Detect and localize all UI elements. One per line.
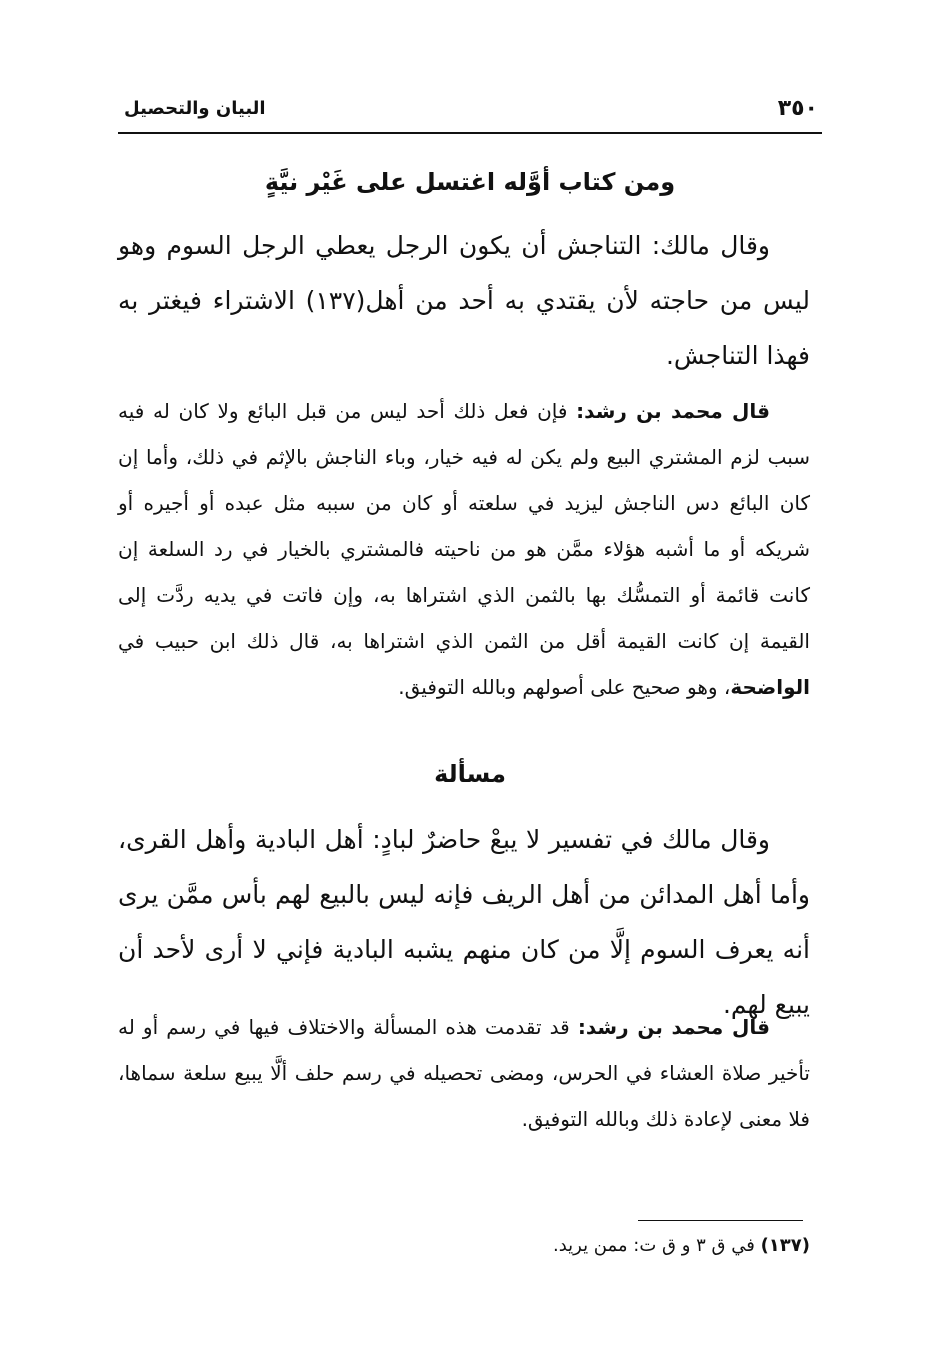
chapter-heading: ومن كتاب أوَّله اغتسل على غَيْر نيَّةٍ [264, 168, 676, 196]
footnote-number: (١٣٧) [760, 1235, 810, 1256]
page-header [118, 92, 822, 134]
book-title: الواضحة [730, 675, 810, 699]
commentary-lead: قال محمد بن رشد: [577, 1015, 770, 1039]
page-number: ٣٥٠ [777, 96, 818, 121]
commentary-lead: قال محمد بن رشد: [576, 399, 771, 423]
malik-statement-paragraph [118, 812, 810, 1032]
footnote-divider [638, 1220, 803, 1221]
footnote [553, 1235, 810, 1256]
footnote-text: في ق ٣ و ق ت: ممن يريد. [552, 1235, 755, 1256]
commentary-paragraph [118, 1004, 810, 1142]
paragraph-text: وقال مالك: التناجش أن يكون الرجل يعطي الرجل السوم وهو ليس من حاجته لأن يقتدي به أحد من أهل(١٣٧) الاشتراء فيغتر به فهذا التناجش. [118, 231, 810, 370]
running-title: البيان والتحصيل [124, 98, 266, 119]
commentary-text-end: ، وهو صحيح على أصولهم وبالله التوفيق. [398, 675, 731, 699]
commentary-text: قد تقدمت هذه المسألة والاختلاف فيها في رسم أو له تأخير صلاة العشاء في الحرس، ومضى تحصيله في رسم حلف ألَّا يبيع سلعة سماها، فلا معنى لإعادة ذلك وبالله التوفيق. [118, 1015, 810, 1131]
commentary-paragraph [118, 388, 810, 710]
commentary-text: فإن فعل ذلك أحد ليس من قبل البائع ولا كان له فيه سبب لزم المشتري البيع ولم يكن له فيه خيار، وباء الناجش بالإثم في ذلك، وأما إن كان البائع دس الناجش ليزيد في سلعته أو كان من سببه مثل عبده أو أجيره أو شريكه أو ما أشبه هؤلاء ممَّن هو من ناحيته فالمشتري بالخيار في رد السلعة إن كانت قائمة أو التمسُّك بها بالثمن الذي اشتراها به، وإن فاتت في يديه ردَّت إلى القيمة إن كانت القيمة أقل من الثمن الذي اشتراها به، قال ذلك ابن حبيب في [118, 399, 810, 653]
issue-heading: مسألة [434, 760, 506, 788]
paragraph-text: وقال مالك في تفسير لا يبعْ حاضرٌ لبادٍ: أهل البادية وأهل القرى، وأما أهل المدائن من أهل الريف فإنه ليس بالبيع لهم بأس ممَّن يرى أنه يعرف السوم إلَّا من كان منهم يشبه البادية فإني لا أرى لأحد أن يبيع لهم. [118, 825, 810, 1019]
malik-statement-paragraph [118, 218, 810, 383]
